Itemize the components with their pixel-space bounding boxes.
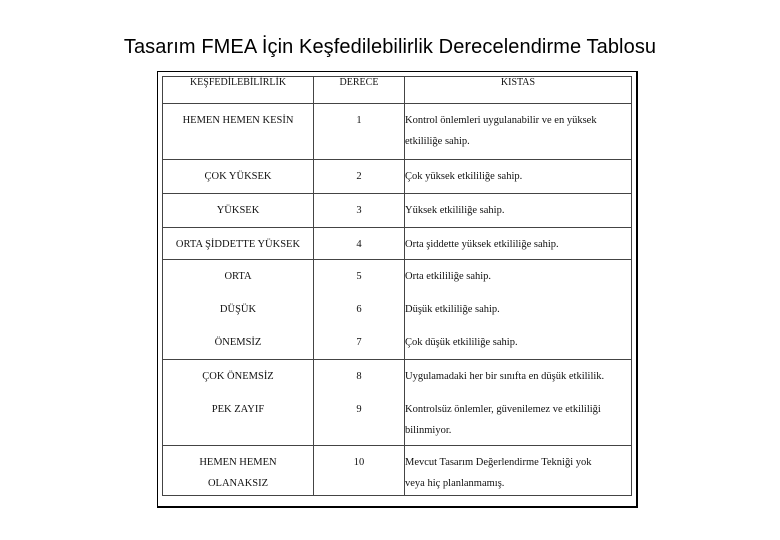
row-rank: 6 xyxy=(356,304,362,315)
detection-rating-table xyxy=(162,76,632,496)
page-title: Tasarım FMEA İçin Keşfedilebilirlik Derecelendirme Tablosu xyxy=(123,36,657,58)
row-criteria-cont: bilinmiyor. xyxy=(405,425,452,436)
row-criteria: Orta etkililiğe sahip. xyxy=(405,271,492,282)
row-rank: 5 xyxy=(356,271,362,282)
row-rank: 10 xyxy=(353,457,365,468)
row-rank: 1 xyxy=(356,115,362,126)
row-detectability-cont: OLANAKSIZ xyxy=(207,478,269,489)
header-rank: DERECE xyxy=(314,77,405,104)
row-rank: 9 xyxy=(356,404,362,415)
table-row xyxy=(163,446,632,496)
row-detectability: ORTA ŞİDDETTE YÜKSEK xyxy=(175,239,301,250)
row-detectability: HEMEN HEMEN KESİN xyxy=(182,115,294,126)
row-criteria: Çok düşük etkililiğe sahip. xyxy=(405,337,518,348)
row-criteria-cont: etkililiğe sahip. xyxy=(405,136,470,147)
row-criteria: Çok yüksek etkililiğe sahip. xyxy=(405,171,523,182)
table-row xyxy=(163,360,632,446)
row-rank: 4 xyxy=(356,239,362,250)
row-detectability: DÜŞÜK xyxy=(219,304,257,315)
table-header-row xyxy=(163,77,632,104)
table-row xyxy=(163,104,632,160)
row-criteria: Orta şiddette yüksek etkililiğe sahip. xyxy=(405,239,559,250)
row-detectability: ÖNEMSİZ xyxy=(214,337,262,348)
row-detectability: ÇOK YÜKSEK xyxy=(204,171,272,182)
row-rank: 3 xyxy=(356,205,362,216)
row-rank: 7 xyxy=(356,337,362,348)
row-criteria: Uygulamadaki her bir sınıfta en düşük etkililik. xyxy=(405,371,605,382)
table-row xyxy=(163,194,632,228)
row-criteria: Yüksek etkililiğe sahip. xyxy=(405,205,505,216)
row-criteria: Kontrolsüz önlemler, güvenilemez ve etkililiği xyxy=(405,404,601,415)
row-detectability: YÜKSEK xyxy=(216,205,260,216)
row-rank: 8 xyxy=(356,371,362,382)
header-detectability: KEŞFEDİLEBİLİRLİK xyxy=(163,77,314,104)
row-rank: 2 xyxy=(356,171,362,182)
detection-rating-table-frame xyxy=(157,71,638,508)
row-criteria: Mevcut Tasarım Değerlendirme Tekniği yok xyxy=(405,457,592,468)
row-detectability: ÇOK ÖNEMSİZ xyxy=(202,371,274,382)
table-row xyxy=(163,160,632,194)
row-criteria: Düşük etkililiğe sahip. xyxy=(405,304,500,315)
row-criteria: Kontrol önlemleri uygulanabilir ve en yüksek xyxy=(405,115,597,126)
header-criteria: KISTAS xyxy=(405,77,632,104)
row-detectability: HEMEN HEMEN xyxy=(199,457,277,468)
row-criteria-cont: veya hiç planlanmamış. xyxy=(405,478,505,489)
row-detectability: ORTA xyxy=(224,271,252,282)
row-detectability: PEK ZAYIF xyxy=(211,404,265,415)
table-row xyxy=(163,228,632,260)
table-row xyxy=(163,260,632,360)
